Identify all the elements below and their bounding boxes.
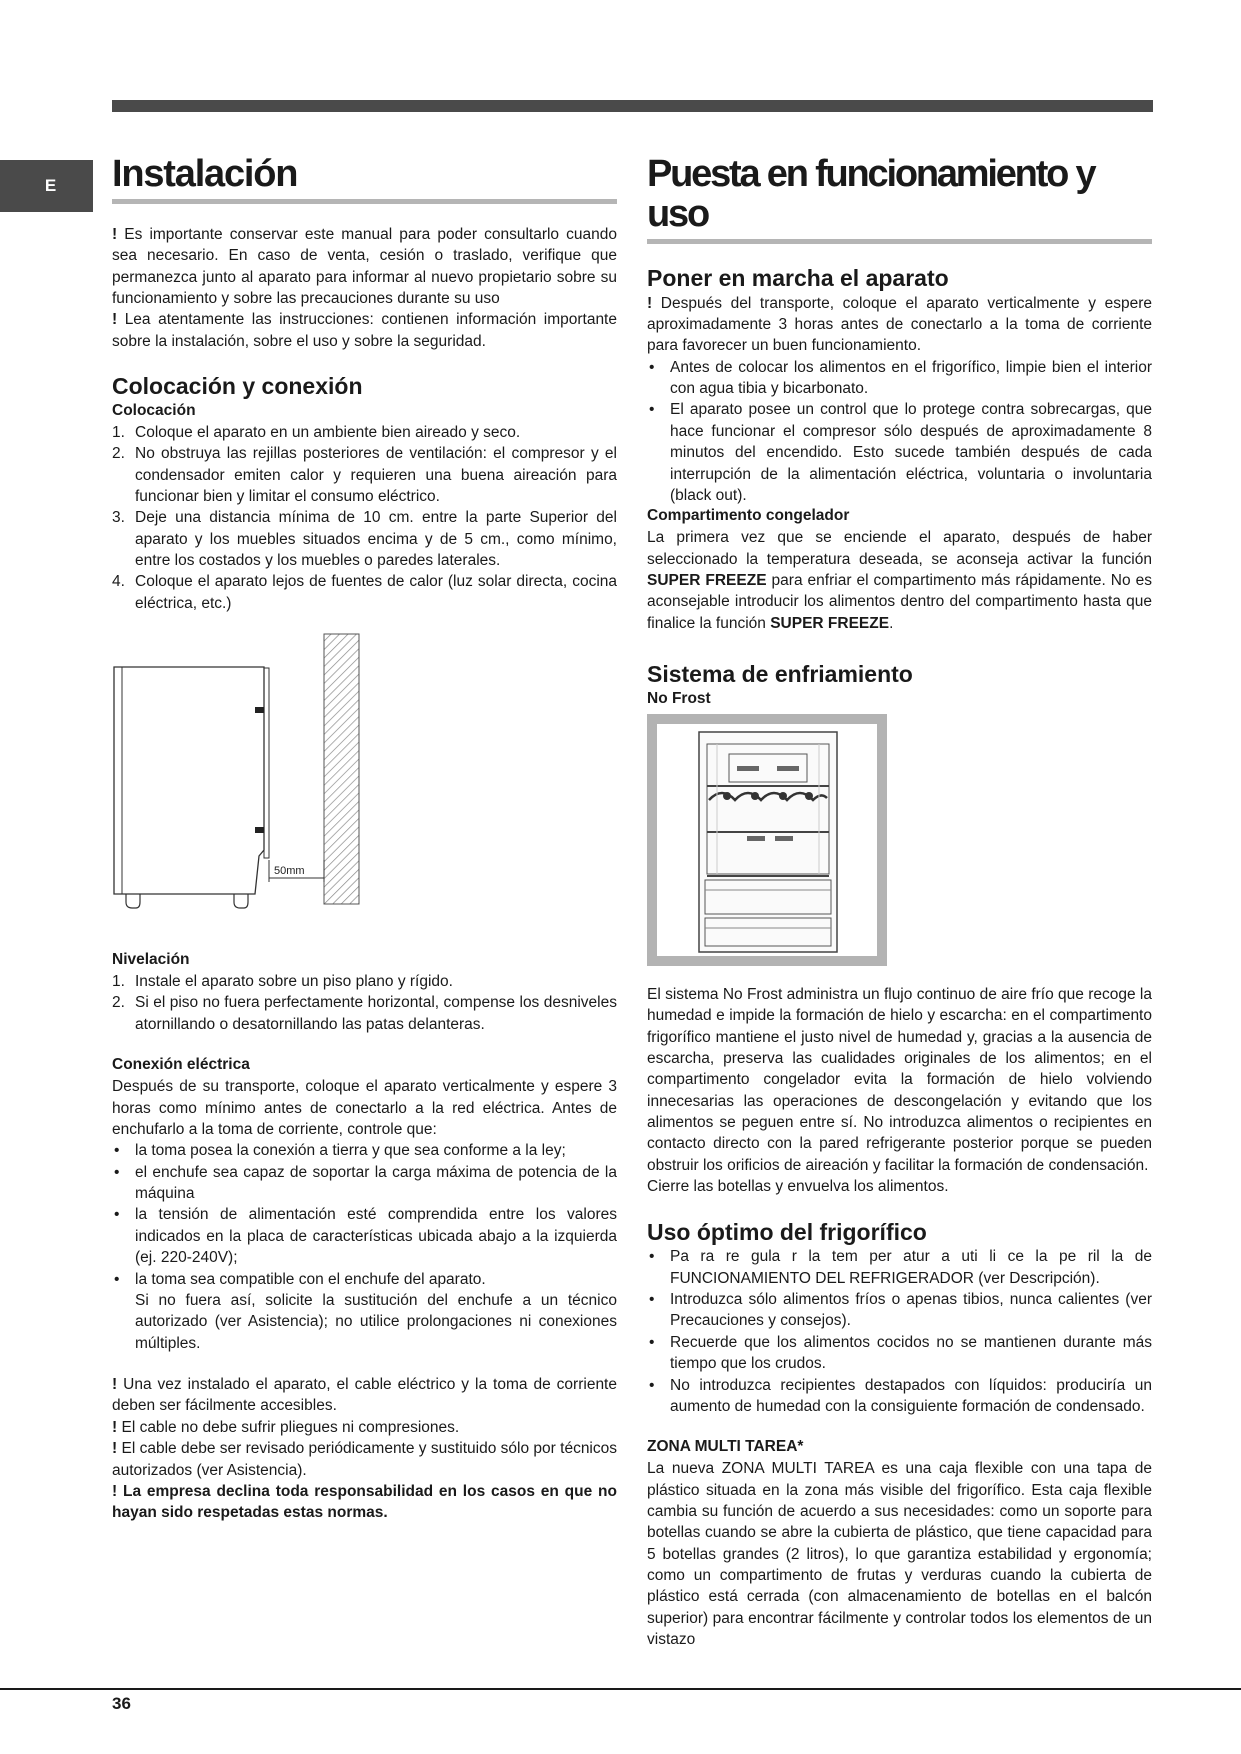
list-item: • No introduzca recipientes destapados con líquidos: produciría un aumento de humedad con la consiguiente formación de condensado. bbox=[647, 1375, 1152, 1418]
colocacion-subheading: Colocación bbox=[112, 401, 196, 419]
distance-label: 50mm bbox=[274, 865, 305, 878]
fridge-interior-image bbox=[647, 714, 887, 966]
placement-diagram bbox=[112, 632, 617, 932]
poner-paragraph: ! Después del transporte, coloque el aparato verticalmente y espere aproximadamente 3 horas antes de conectarlo a la toma de corriente para favorecer un buen funcionamiento. bbox=[647, 294, 1152, 355]
list-item: 2. Si el piso no fuera perfectamente horizontal, compense los desniveles atornillando o desatornillando las patas delanteras. bbox=[112, 994, 617, 1033]
congelador-paragraph: La primera vez que se enciende el aparato, después de haber seleccionado la temperatura deseada, se aconseja activar la función SUPER FREEZE para enfriar el compartimento más rápidamente. No es aconsejable introducir los alimentos dentro del compartimento hasta que finalice la función SUPER FREEZE. bbox=[647, 529, 1152, 632]
asistencia-link[interactable]: ver Asistencia bbox=[219, 1313, 319, 1331]
poner-list bbox=[647, 357, 1152, 507]
congelador-heading: Compartimento congelador bbox=[647, 507, 850, 525]
list-item: • el enchufe sea capaz de soportar la carga máxima de potencia de la máquina bbox=[112, 1162, 617, 1205]
colocacion-heading: Colocación y conexión bbox=[112, 373, 363, 400]
zona-heading: ZONA MULTI TAREA* bbox=[647, 1438, 804, 1456]
page-number: 36 bbox=[112, 1694, 131, 1713]
list-item: 2. No obstruya las rejillas posteriores de ventilación: el compresor y el condensador emiten calor y requieren una buena aireación para funcionar bien y limitar el consumo eléctrico. bbox=[112, 445, 617, 505]
footer-rule bbox=[0, 1688, 1241, 1690]
warning-cable-pliegues: ! El cable no debe sufrir pliegues ni compresiones. bbox=[112, 1418, 460, 1436]
nofrost-subheading: No Frost bbox=[647, 689, 711, 707]
list-item: • Introduzca sólo alimentos fríos o apenas tibios, nunca calientes (ver Precauciones y consejos). bbox=[647, 1289, 1152, 1332]
list-item: • Recuerde que los alimentos cocidos no se mantienen durante más tiempo que los crudos. bbox=[647, 1332, 1152, 1375]
conexion-list bbox=[112, 1140, 617, 1290]
usage-column bbox=[647, 155, 1152, 1651]
installation-column bbox=[112, 155, 617, 1524]
list-item: 1. Coloque el aparato en un ambiente bien aireado y seco. bbox=[112, 423, 521, 441]
list-item: • El aparato posee un control que lo protege contra sobrecargas, que hace funcionar el compresor sólo después de aproximadamente 8 minutos del encendido. Esto sucede también después de cada interrupción de la alimentación eléctrica, voluntaria o involuntaria (black out). bbox=[647, 399, 1152, 506]
intro-paragraph-1: ! Es importante conservar este manual para poder consultarlo cuando sea necesario. En caso de venta, cesión o traslado, verifique que permanezca junto al aparato para informar al nuevo propietario sobre su funcionamiento y sobre las precauciones durante su uso bbox=[112, 225, 617, 308]
zona-paragraph: La nueva ZONA MULTI TAREA es una caja flexible con una tapa de plástico situada en la zona más visible del frigorífico. Esta caja flexible cambia su función de acuerdo a sus necesidades: como un soporte para botellas cuando se abre la cubierta de plástico, que tiene capacidad para 5 botellas grandes (2 litros), lo que garantiza estabilidad y ergonomía; como un compartimento de frutas y verduras cuando la cubierta de plástico está cerrada (con almacenamiento de botellas en el balcón superior) para encontrar fácilmente y controlar todos los elementos de un vistazo bbox=[647, 1460, 1152, 1649]
intro-paragraph-2: ! Lea atentamente las instrucciones: contienen información importante sobre la instalación, sobre el uso y sobre la seguridad. bbox=[112, 311, 617, 350]
sistema-heading: Sistema de enfriamiento bbox=[647, 661, 913, 688]
uso-list bbox=[647, 1246, 1152, 1417]
list-item: 3. Deje una distancia mínima de 10 cm. entre la parte Superior del aparato y los muebles situados encima y de 5 cm., como mínimo, entre los costados y los muebles o paredes laterales. bbox=[112, 509, 617, 570]
nofrost-paragraph: El sistema No Frost administra un flujo continuo de aire frío que recoge la humedad e impide la formación de hielo y escarcha: en el compartimento frigorífico mantiene el justo nivel de humedad y, gracias a la ausencia de escarcha, preserva las cualidades originales de los alimentos; en el compartimento congelador evita la formación de hielo volviendo innecesarias las operaciones de descongelación y evitando que los alimentos se peguen entre sí. No introduzca alimentos o recipientes en contacto directo con la pared refrigerante posterior porque se pueden obstruir los orificios de aireación y facilitar la formación de condensación. bbox=[647, 985, 1152, 1174]
nivelacion-heading: Nivelación bbox=[112, 951, 190, 969]
conexion-note: Si no fuera así, solicite la sustitución del enchufe a un técnico autorizado (ver Asistencia); no utilice prolongaciones ni conexiones múltiples. bbox=[135, 1291, 617, 1352]
list-item: • la toma sea compatible con el enchufe del aparato. bbox=[112, 1269, 617, 1290]
nofrost-note: Cierre las botellas y envuelva los alimentos. bbox=[647, 1178, 949, 1196]
language-tab: E bbox=[0, 160, 93, 212]
warning-cable-revision: ! El cable debe ser revisado periódicamente y sustituido sólo por técnicos autorizados (ver Asistencia). bbox=[112, 1440, 617, 1479]
warning-cable-accessible: ! Una vez instalado el aparato, el cable eléctrico y la toma de corriente deben ser fácilmente accesibles. bbox=[112, 1376, 617, 1415]
list-item: • Pa ra re gula r la tem per atur a uti li ce la pe ril la de FUNCIONAMIENTO DEL REFRIGERADOR (ver Descripción). bbox=[647, 1246, 1152, 1289]
conexion-heading: Conexión eléctrica bbox=[112, 1056, 250, 1074]
header-rule bbox=[112, 100, 1153, 112]
poner-heading: Poner en marcha el aparato bbox=[647, 264, 949, 291]
installation-title: Instalación bbox=[112, 155, 617, 204]
list-item: • Antes de colocar los alimentos en el frigorífico, limpie bien el interior con agua tibia y bicarbonato. bbox=[647, 357, 1152, 400]
liability-warning: ! La empresa declina toda responsabilidad en los casos en que no hayan sido respetadas estas normas. bbox=[112, 1482, 617, 1522]
uso-heading: Uso óptimo del frigorífico bbox=[647, 1218, 927, 1245]
list-item: • la toma posea la conexión a tierra y que sea conforme a la ley; bbox=[112, 1140, 617, 1161]
colocacion-list bbox=[112, 422, 617, 614]
usage-title: Puesta en funcionamiento y uso bbox=[647, 155, 1152, 244]
list-item: 4. Coloque el aparato lejos de fuentes de calor (luz solar directa, cocina eléctrica, etc.) bbox=[112, 573, 617, 612]
nivelacion-list bbox=[112, 971, 617, 1035]
list-item: 1. Instale el aparato sobre un piso plano y rígido. bbox=[112, 973, 453, 991]
conexion-paragraph: Después de su transporte, coloque el aparato verticalmente y espere 3 horas como mínimo antes de conectarlo a la red eléctrica. Antes de enchufarlo a la toma de corriente, controle que: bbox=[112, 1078, 617, 1138]
list-item: • la tensión de alimentación esté comprendida entre los valores indicados en la placa de características ubicada abajo a la izquierda (ej. 220-240V); bbox=[112, 1204, 617, 1268]
